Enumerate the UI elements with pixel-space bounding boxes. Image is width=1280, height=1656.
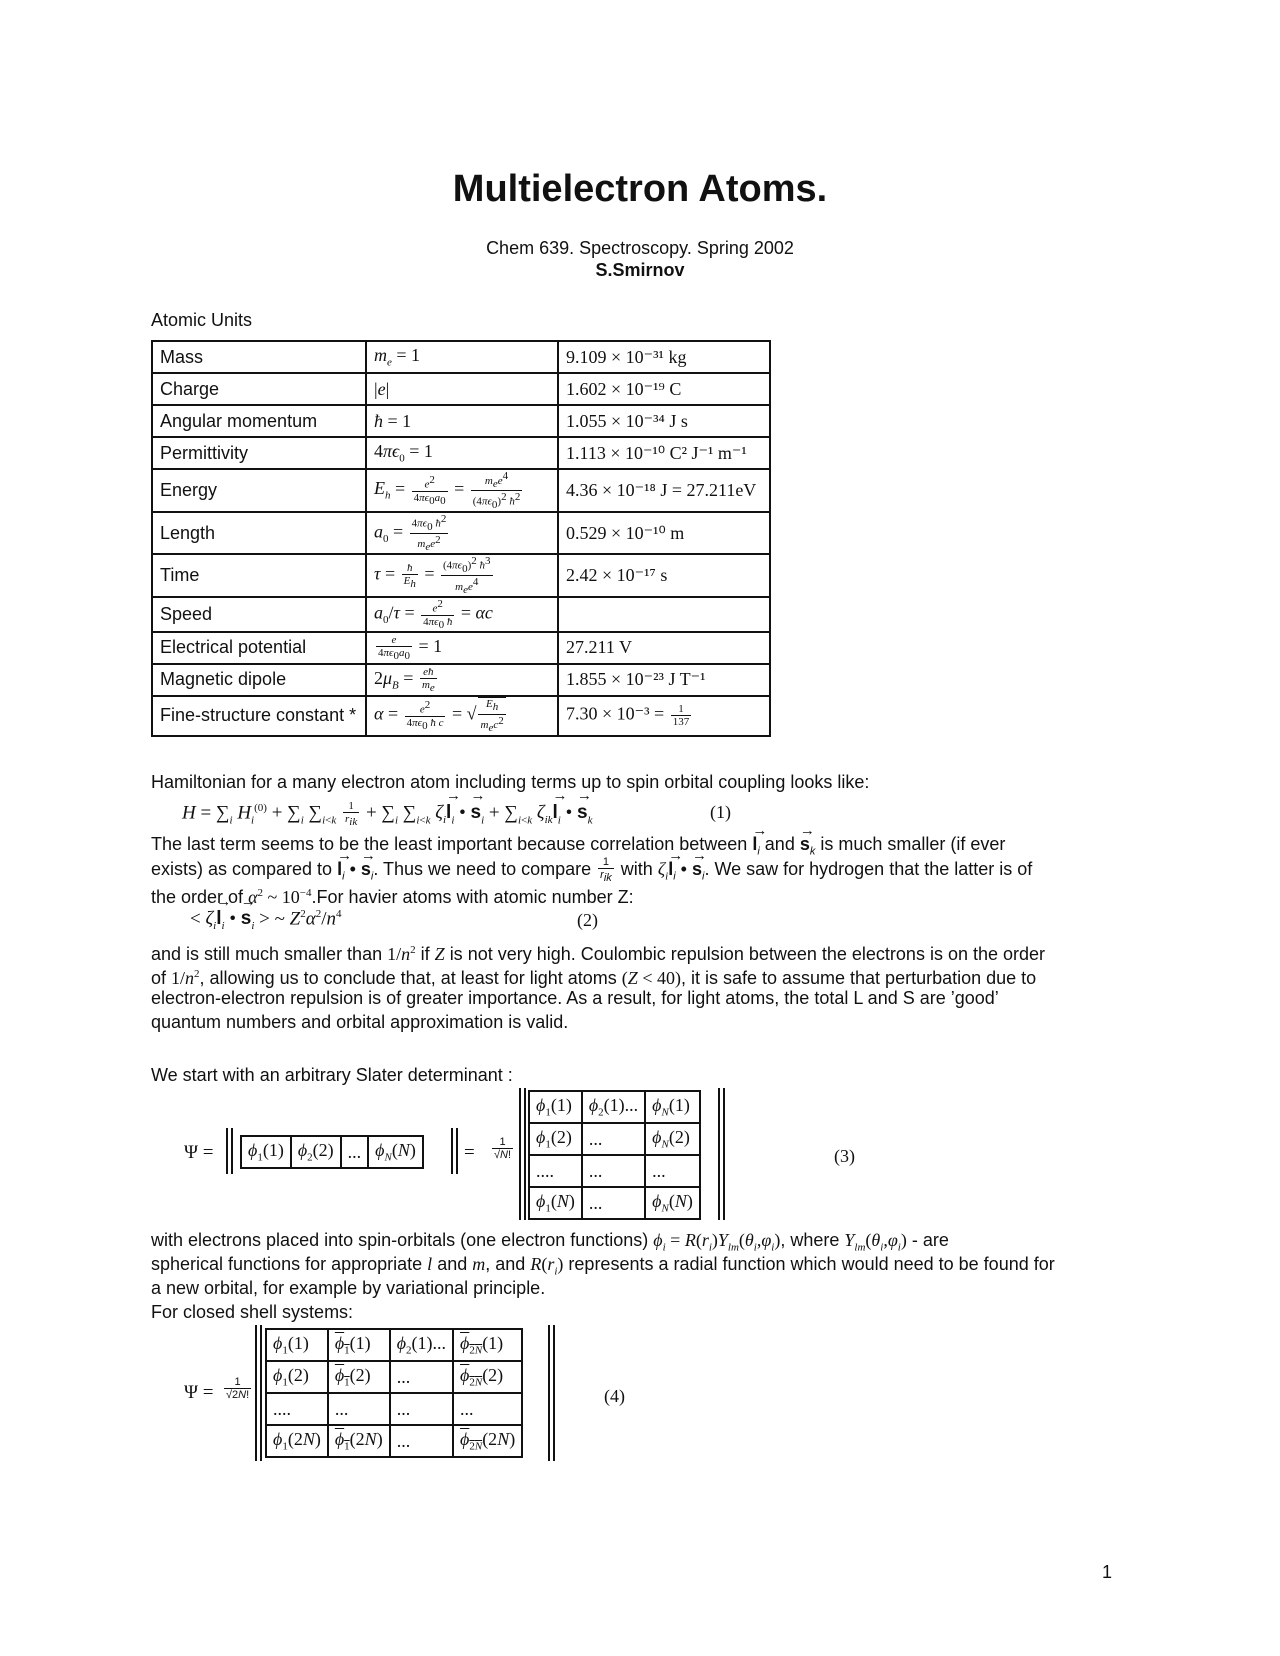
equation-3-factor: $\frac{1}{√N!}$ <box>494 1136 512 1161</box>
atomic-units-table <box>151 340 771 737</box>
unit-name: Fine-structure constant * <box>152 696 366 736</box>
table-row: Magnetic dipole $2\mu_B$ = $\frac{eħ}{m_e}$ 1.855 × 10⁻²³ J T⁻¹ <box>152 664 770 696</box>
page-title: Multielectron Atoms. <box>452 168 828 210</box>
unit-name: Mass <box>152 341 366 373</box>
equation-2: < $\zeta_il \to_i$ • $s \to_i$ > ~ $Z^2\alpha^2/n^4$ <box>190 908 341 932</box>
equation-3-eq: = <box>464 1142 475 1163</box>
table-row: Permittivity $4\pi\epsilon_0 = 1$ 1.113 × 10⁻¹⁰ C² J⁻¹ m⁻¹ <box>152 437 770 469</box>
equation-1: $H = \sum_i$ $H_i^{(0)} + \sum_i$ $\sum_{i<k}$ $\frac{1}{r_{ik}}$ + $\sum_i$ $\sum_{i<k}$ $\zeta_il \to_i$ • $s \to_i + \sum_{i<k}$ $\zeta_{ik}l \to_i$ • $s \to_k$ <box>182 800 592 828</box>
page-number: 1 <box>1102 1562 1113 1582</box>
paragraph: and is still much smaller than $1/n^2$ if Z is not very high. Coulombic repulsion between the electrons is on the order <box>151 944 1046 964</box>
table-row: Speed $a_0/\tau$ = $\frac{e^2}{4\pi\epsilon_0 ħ}$ = αc <box>152 597 770 632</box>
unit-name: Time <box>152 554 366 597</box>
unit-name: Length <box>152 512 366 555</box>
unit-value: 7.30 × 10⁻³ = <box>566 704 665 725</box>
equation-4-psi: Ψ = <box>184 1382 214 1403</box>
equation-number: (2) <box>577 910 598 930</box>
unit-value: 9.109 × 10⁻³¹ kg <box>558 341 770 373</box>
course-subtitle: Chem 639. Spectroscopy. Spring 2002 <box>486 238 794 258</box>
unit-value: 4.36 × 10⁻¹⁸ J = 27.211eV <box>558 469 770 512</box>
unit-value: 1.055 × 10⁻³⁴ J s <box>558 405 770 437</box>
table-row: Length $a_0$ = $\frac{4\pi\epsilon_0 ħ^2}{m_ee^2}$ 0.529 × 10⁻¹⁰ m <box>152 512 770 555</box>
equation-3-psi: Ψ = <box>184 1142 214 1163</box>
paragraph: the order of $\alpha^2$ ~ $10^{-4}.For$ havier atoms with atomic number Z: <box>151 887 634 907</box>
unit-name: Magnetic dipole <box>152 664 366 696</box>
equation-number: (4) <box>604 1386 625 1406</box>
unit-value: 1.855 × 10⁻²³ J T⁻¹ <box>558 664 770 696</box>
slater-row: $\phi_1(1)$ $\phi_2(2)$ ... $\phi_N(N)$ <box>240 1135 424 1169</box>
unit-value: 1.602 × 10⁻¹⁹ C <box>558 373 770 405</box>
hamiltonian-intro: Hamiltonian for a many electron atom including terms up to spin orbital coupling looks like: <box>151 772 870 792</box>
equation-4-factor: $\frac{1}{√2N!}$ <box>226 1376 250 1401</box>
unit-value: 1.113 × 10⁻¹⁰ C² J⁻¹ m⁻¹ <box>558 437 770 469</box>
unit-name: Charge <box>152 373 366 405</box>
closed-shell-matrix: $\phi_1(1)$ $\phi_1(1)$ $\phi_2(1)$... $\phi_{2N}(1)$ $\phi_1(2)$ $\phi_1(2)$ ... $\phi_{2N}(2)$ .... ... ... ... $\phi_1(2N)$ $\phi_1(2N)$ ... $\phi_{2N}(2N)$ <box>265 1328 523 1458</box>
unit-value <box>558 597 770 632</box>
table-row: Time τ = $\frac{ħ}{E_h}$ = $\frac{(4\pi\epsilon_0)^2 ħ^3}{m_ee^4}$ 2.42 × 10⁻¹⁷ s <box>152 554 770 597</box>
paragraph: of $1/n^2$, allowing us to conclude that, at least for light atoms (Z < 40), it is safe to assume that perturbation due to <box>151 968 1037 988</box>
equation-number: (1) <box>710 802 731 822</box>
equation-number: (3) <box>834 1146 855 1166</box>
author: S.Smirnov <box>595 260 685 280</box>
units-heading: Atomic Units <box>151 310 253 330</box>
paragraph: The last term seems to be the least important because correlation between $l \to_i$ and $s \to_k$ is much smaller (if ever <box>151 832 1131 864</box>
table-row: Energy $E_h$ = $\frac{e^2}{4\pi\epsilon_0a_0}$ = $\frac{m_ee^4}{(4\pi\epsilon_0)^2 ħ^2}$ 4.36 × 10⁻¹⁸ J = 27.211eV <box>152 469 770 512</box>
unit-name: Permittivity <box>152 437 366 469</box>
table-row: Angular momentum ħ = 1 1.055 × 10⁻³⁴ J s <box>152 405 770 437</box>
unit-value: 2.42 × 10⁻¹⁷ s <box>558 554 770 597</box>
paragraph: We start with an arbitrary Slater determinant : <box>151 1065 513 1085</box>
unit-name: Speed <box>152 597 366 632</box>
slater-matrix: $\phi_1(1)$ $\phi_2(1)$... $\phi_N(1)$ $\phi_1(2)$ ... $\phi_N(2)$ .... ... ... $\phi_1(N)$ ... $\phi_N(N)$ <box>528 1090 701 1220</box>
unit-value: 27.211 V <box>558 632 770 664</box>
paragraph: spherical functions for appropriate l and m, and $R(r_i)$ represents a radial function which would need to be found for <box>151 1254 1055 1278</box>
paragraph: quantum numbers and orbital approximation is valid. <box>151 1012 569 1032</box>
unit-name: Angular momentum <box>152 405 366 437</box>
paragraph: electron-electron repulsion is of greater importance. As a result, for light atoms, the total L and S are ’good’ <box>151 988 999 1008</box>
paragraph: For closed shell systems: <box>151 1302 354 1322</box>
unit-value: 0.529 × 10⁻¹⁰ m <box>558 512 770 555</box>
table-row: Electrical potential $\frac{e}{4\pi\epsilon_0a_0}$ = 1 27.211 V <box>152 632 770 664</box>
table-row: Charge |e| 1.602 × 10⁻¹⁹ C <box>152 373 770 405</box>
paragraph: with electrons placed into spin-orbitals (one electron functions) $\phi_i = R(r_i)Y_{lm}(\theta_i,\varphi_i)$, where $Y_{lm}(\theta_i,\varphi_i)$ - are <box>151 1230 949 1254</box>
table-row: Fine-structure constant * α = $\frac{e^2}{4\pi\epsilon_0 ħ c}$ = √ $\frac{E_h}{m_ec^2}$ 7.30 × 10⁻³ = $\frac{1}{137}$ <box>152 696 770 736</box>
paragraph: exists) as compared to $l \to_i$ • $s \to_i$. Thus we need to compare $\frac{1}{r_{ik}}$ with $\zeta_il \to_i$ • $s \to_i$. We saw for hydrogen that the latter is of <box>151 856 1131 888</box>
unit-name: Energy <box>152 469 366 512</box>
unit-name: Electrical potential <box>152 632 366 664</box>
paragraph: a new orbital, for example by variational principle. <box>151 1278 546 1298</box>
table-row: Mass $m_e = 1$ 9.109 × 10⁻³¹ kg <box>152 341 770 373</box>
